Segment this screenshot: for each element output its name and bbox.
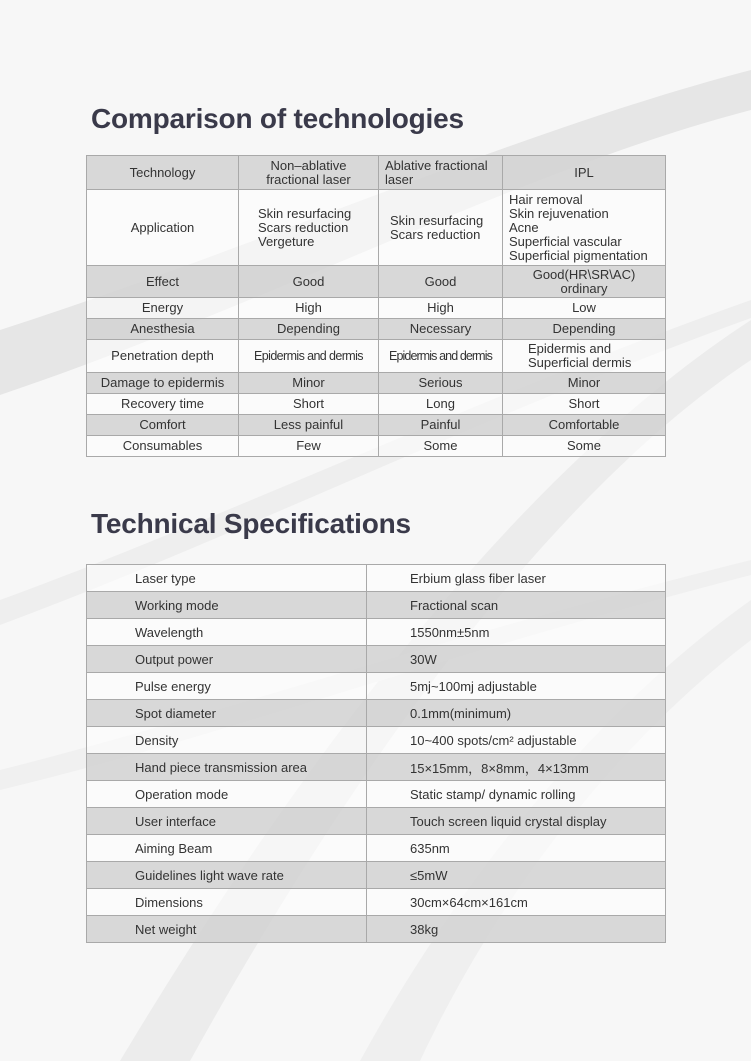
spec-label: Pulse energy bbox=[87, 673, 367, 700]
table-cell: High bbox=[379, 298, 503, 319]
table-cell: Painful bbox=[379, 415, 503, 436]
spec-label: User interface bbox=[87, 808, 367, 835]
spec-label: Guidelines light wave rate bbox=[87, 862, 367, 889]
table-cell: Minor bbox=[239, 373, 379, 394]
table-row bbox=[87, 619, 666, 646]
row-label-effect: Effect bbox=[87, 266, 239, 298]
row-label-energy: Energy bbox=[87, 298, 239, 319]
table-cell: Minor bbox=[503, 373, 666, 394]
spec-label: Laser type bbox=[87, 565, 367, 592]
table-cell: Skin resurfacing Scars reduction bbox=[379, 190, 503, 266]
spec-value: 30W bbox=[367, 646, 666, 673]
table-row bbox=[87, 415, 666, 436]
row-label-damage: Damage to epidermis bbox=[87, 373, 239, 394]
spec-label: Output power bbox=[87, 646, 367, 673]
table-cell: High bbox=[239, 298, 379, 319]
spec-value: 635nm bbox=[367, 835, 666, 862]
spec-label: Working mode bbox=[87, 592, 367, 619]
table-row bbox=[87, 916, 666, 943]
table-row bbox=[87, 889, 666, 916]
table-row bbox=[87, 808, 666, 835]
spec-label: Aiming Beam bbox=[87, 835, 367, 862]
table-cell: Few bbox=[239, 436, 379, 457]
table-row bbox=[87, 565, 666, 592]
table-cell: Epidermis and dermis bbox=[379, 340, 503, 373]
table-row bbox=[87, 835, 666, 862]
table-cell: Depending bbox=[239, 319, 379, 340]
table-cell: Hair removal Skin rejuvenation Acne Superficial vascular Superficial pigmentation bbox=[503, 190, 666, 266]
comparison-table bbox=[86, 155, 666, 457]
row-label-comfort: Comfort bbox=[87, 415, 239, 436]
table-cell: Good(HR\SR\AC) ordinary bbox=[503, 266, 666, 298]
table-row bbox=[87, 646, 666, 673]
table-row bbox=[87, 727, 666, 754]
spec-value: 0.1mm(minimum) bbox=[367, 700, 666, 727]
spec-value: 38kg bbox=[367, 916, 666, 943]
spec-value: ≤5mW bbox=[367, 862, 666, 889]
table-cell: Skin resurfacing Scars reduction Vergeture bbox=[239, 190, 379, 266]
spec-value: 15×15mm，8×8mm，4×13mm bbox=[367, 754, 666, 781]
table-row bbox=[87, 190, 666, 266]
table-cell: Some bbox=[379, 436, 503, 457]
table-row bbox=[87, 394, 666, 415]
spec-value: 5mj~100mj adjustable bbox=[367, 673, 666, 700]
table-row bbox=[87, 436, 666, 457]
table-row bbox=[87, 781, 666, 808]
table-row bbox=[87, 340, 666, 373]
row-label-recovery: Recovery time bbox=[87, 394, 239, 415]
spec-value: Touch screen liquid crystal display bbox=[367, 808, 666, 835]
spec-label: Dimensions bbox=[87, 889, 367, 916]
table-cell: Serious bbox=[379, 373, 503, 394]
specs-heading: Technical Specifications bbox=[91, 508, 411, 539]
table-cell: Good bbox=[379, 266, 503, 298]
spec-value: 30cm×64cm×161cm bbox=[367, 889, 666, 916]
row-label-penetration: Penetration depth bbox=[87, 340, 239, 373]
table-cell: Short bbox=[239, 394, 379, 415]
table-cell: Long bbox=[379, 394, 503, 415]
spec-value: 1550nm±5nm bbox=[367, 619, 666, 646]
spec-value: Static stamp/ dynamic rolling bbox=[367, 781, 666, 808]
table-cell: Epidermis and dermis bbox=[239, 340, 379, 373]
table-cell: Low bbox=[503, 298, 666, 319]
table-cell: Necessary bbox=[379, 319, 503, 340]
row-label-application: Application bbox=[87, 190, 239, 266]
table-row bbox=[87, 266, 666, 298]
table-cell: Comfortable bbox=[503, 415, 666, 436]
table-row bbox=[87, 673, 666, 700]
table-row bbox=[87, 298, 666, 319]
table-cell: Good bbox=[239, 266, 379, 298]
header-ablative: Ablative fractional laser bbox=[379, 156, 503, 190]
table-cell: Some bbox=[503, 436, 666, 457]
table-row bbox=[87, 700, 666, 727]
table-cell: Depending bbox=[503, 319, 666, 340]
spec-label: Wavelength bbox=[87, 619, 367, 646]
spec-label: Hand piece transmission area bbox=[87, 754, 367, 781]
row-label-anesthesia: Anesthesia bbox=[87, 319, 239, 340]
specs-table bbox=[86, 564, 666, 943]
spec-label: Net weight bbox=[87, 916, 367, 943]
table-row bbox=[87, 592, 666, 619]
spec-label: Operation mode bbox=[87, 781, 367, 808]
table-row bbox=[87, 754, 666, 781]
row-label-consumables: Consumables bbox=[87, 436, 239, 457]
table-cell: Less painful bbox=[239, 415, 379, 436]
spec-value: Fractional scan bbox=[367, 592, 666, 619]
spec-value: Erbium glass fiber laser bbox=[367, 565, 666, 592]
header-non-ablative: Non–ablative fractional laser bbox=[239, 156, 379, 190]
header-ipl: IPL bbox=[503, 156, 666, 190]
table-row bbox=[87, 319, 666, 340]
table-cell: Epidermis and Superficial dermis bbox=[503, 340, 666, 373]
spec-label: Density bbox=[87, 727, 367, 754]
spec-value: 10~400 spots/cm² adjustable bbox=[367, 727, 666, 754]
comparison-header-row bbox=[87, 156, 666, 190]
spec-label: Spot diameter bbox=[87, 700, 367, 727]
table-cell: Short bbox=[503, 394, 666, 415]
table-row bbox=[87, 373, 666, 394]
table-row bbox=[87, 862, 666, 889]
comparison-heading: Comparison of technologies bbox=[91, 103, 464, 134]
header-technology: Technology bbox=[87, 156, 239, 190]
